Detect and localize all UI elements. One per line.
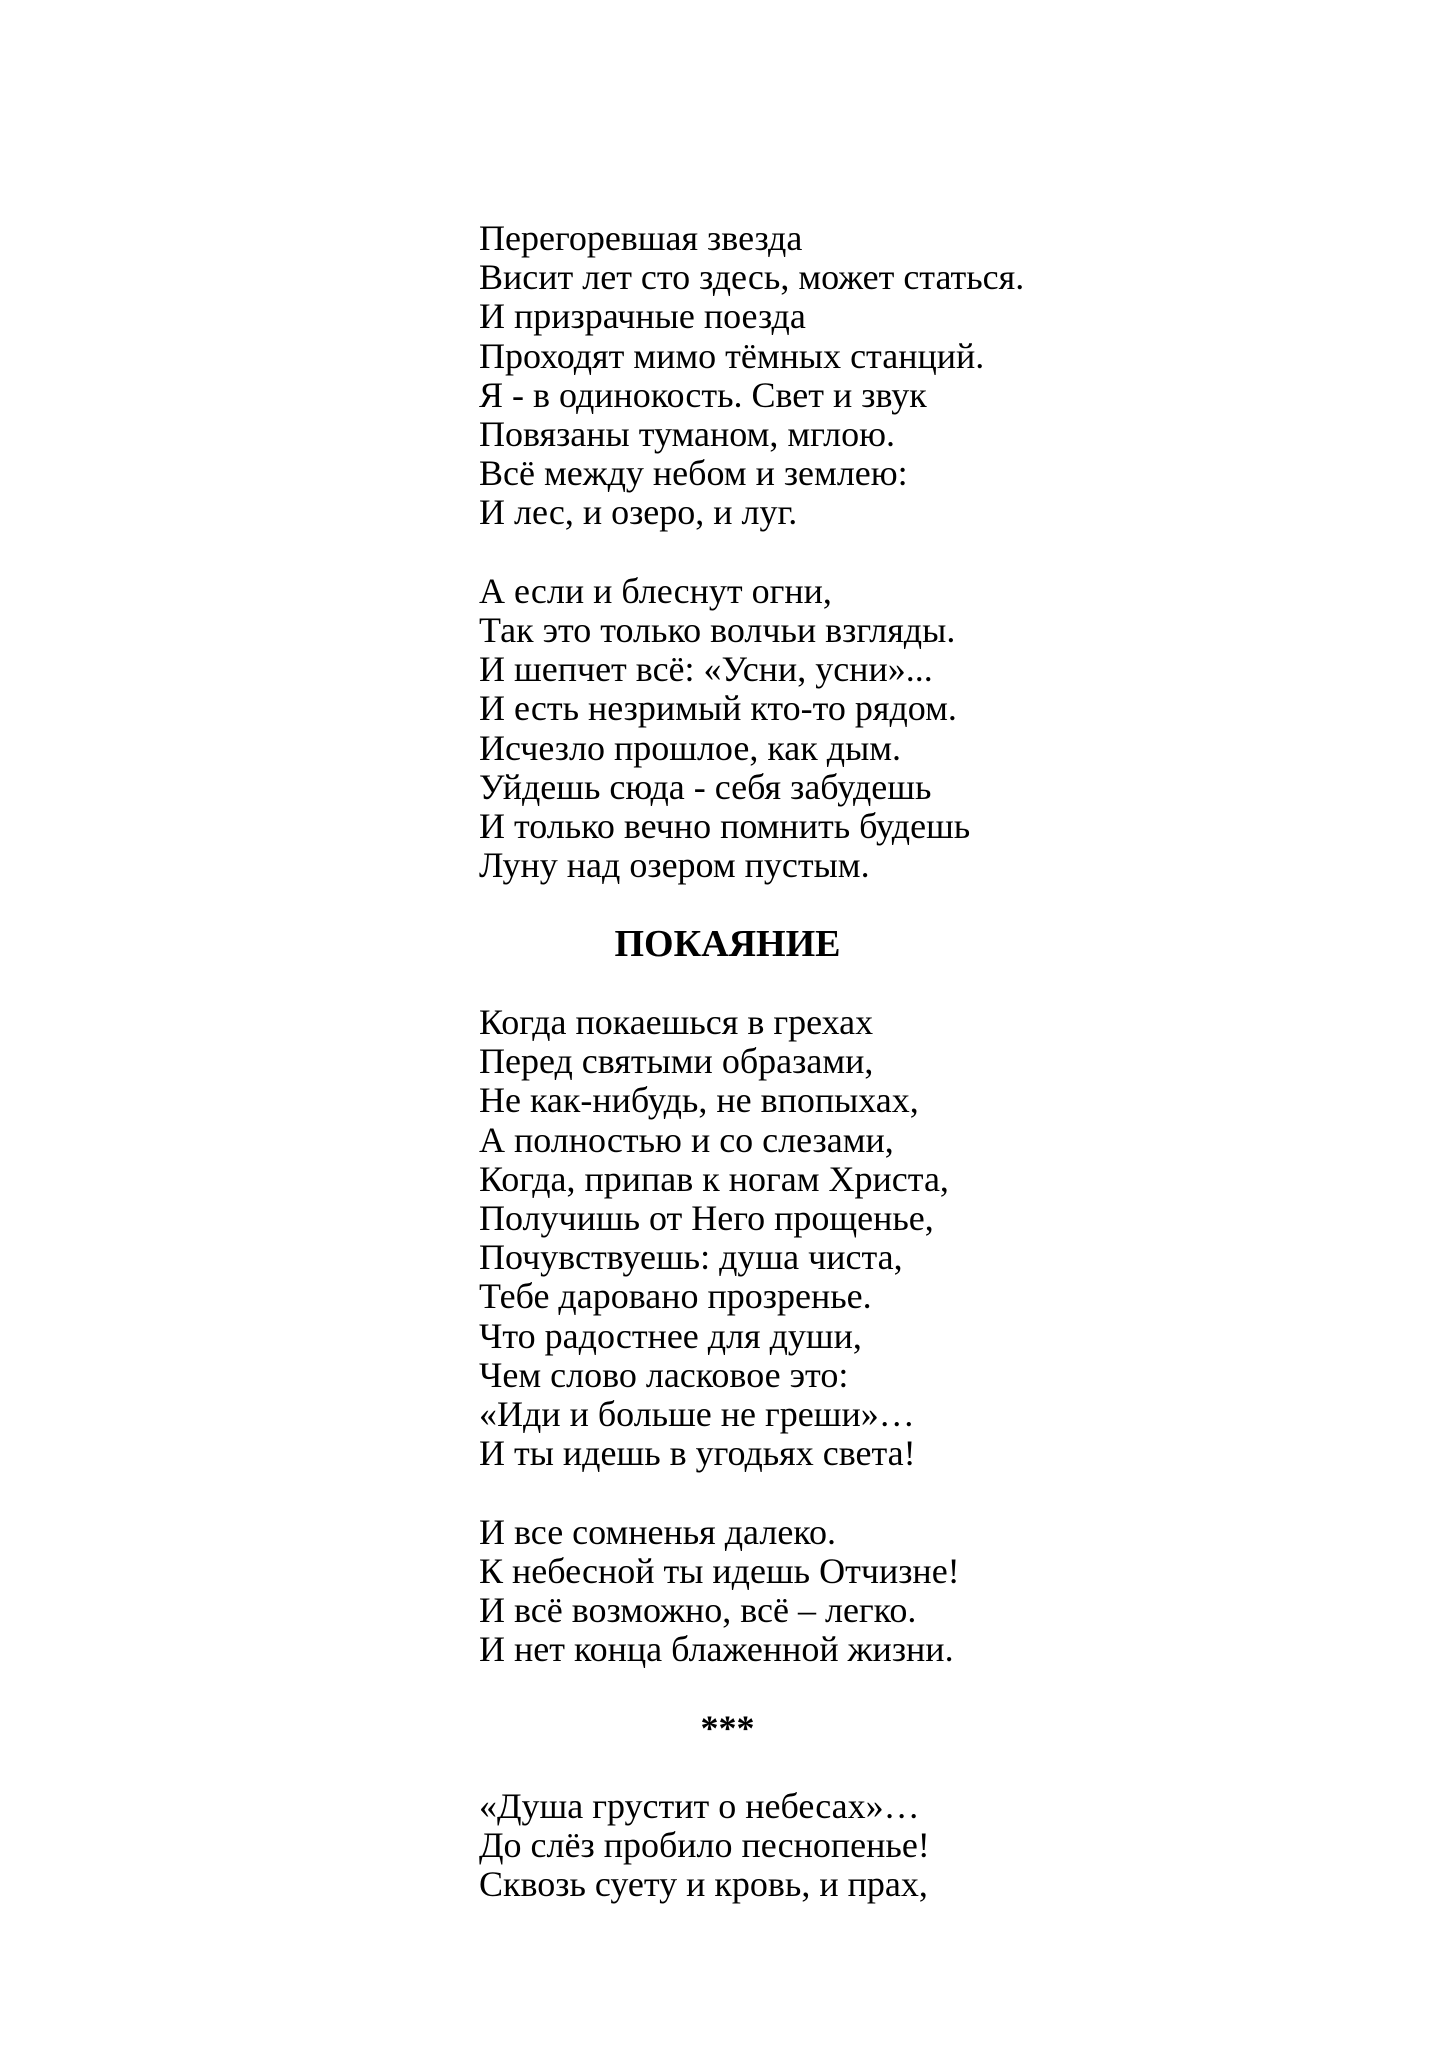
poem-line: К небесной ты идешь Отчизне!: [479, 1550, 960, 1591]
poem-line: Повязаны туманом, мглою.: [479, 414, 895, 455]
poem-line: И лес, и озеро, и луг.: [479, 492, 798, 533]
poem-line: А полностью и со слезами,: [479, 1119, 894, 1160]
poem-line: Так это только волчьи взгляды.: [479, 610, 956, 651]
poem-line: И только вечно помнить будешь: [479, 806, 971, 847]
poem-line: Когда, припав к ногам Христа,: [479, 1158, 949, 1199]
poem-line: Сквозь суету и кровь, и прах,: [479, 1864, 928, 1905]
poem-line: И нет конца блаженной жизни.: [479, 1629, 954, 1670]
poem-line: Перед святыми образами,: [479, 1041, 874, 1082]
poem-line: Почувствуешь: душа чиста,: [479, 1237, 903, 1278]
stanza-3: [479, 1003, 976, 1473]
poem-line: Тебе даровано прозренье.: [479, 1276, 872, 1317]
poem-line: Исчезло прошлое, как дым.: [479, 727, 902, 768]
poem-line: Проходят мимо тёмных станций.: [479, 335, 985, 376]
poem-line: Луну над озером пустым.: [479, 845, 870, 886]
poem-line: И все сомненья далеко.: [479, 1511, 836, 1552]
poem-line: И есть незримый кто-то рядом.: [479, 688, 957, 729]
poem-line: Всё между небом и землею:: [479, 453, 908, 494]
section-separator: ***: [700, 1707, 755, 1748]
stanza-5: [479, 1787, 976, 1905]
poem-line: «Иди и больше не греши»…: [479, 1394, 915, 1435]
poem-line: Что радостнее для души,: [479, 1315, 862, 1356]
poem-line: Уйдешь сюда - себя забудешь: [479, 766, 932, 807]
poem-line: Получишь от Него прощенье,: [479, 1198, 934, 1239]
poem-title: ПОКАЯНИЕ: [614, 922, 841, 965]
poem-line: И призрачные поезда: [479, 296, 806, 337]
poem-line: А если и блеснут огни,: [479, 570, 832, 611]
poem-text-column: [479, 218, 1025, 1905]
poem-line: Когда покаешься в грехах: [479, 1002, 874, 1043]
stanza-1: [479, 218, 1025, 533]
poem-line: «Душа грустит о небесах»…: [479, 1786, 920, 1827]
poem-line: И ты идешь в угодьях света!: [479, 1433, 916, 1474]
stanza-2: [479, 572, 976, 886]
poem-line: И всё возможно, всё – легко.: [479, 1590, 917, 1631]
poem-line: Я - в одинокость. Свет и звук: [479, 374, 927, 415]
poem-line: И шепчет всё: «Усни, усни»...: [479, 649, 933, 690]
poem-line: Перегоревшая звезда: [479, 218, 803, 258]
stanza-4: [479, 1513, 976, 1670]
poem-line: До слёз пробило песнопенье!: [479, 1825, 930, 1866]
poem-line: Чем слово ласковое это:: [479, 1354, 849, 1395]
poem-line: Висит лет сто здесь, может статься.: [479, 257, 1025, 298]
poem-line: Не как-нибудь, не впопыхах,: [479, 1080, 919, 1121]
